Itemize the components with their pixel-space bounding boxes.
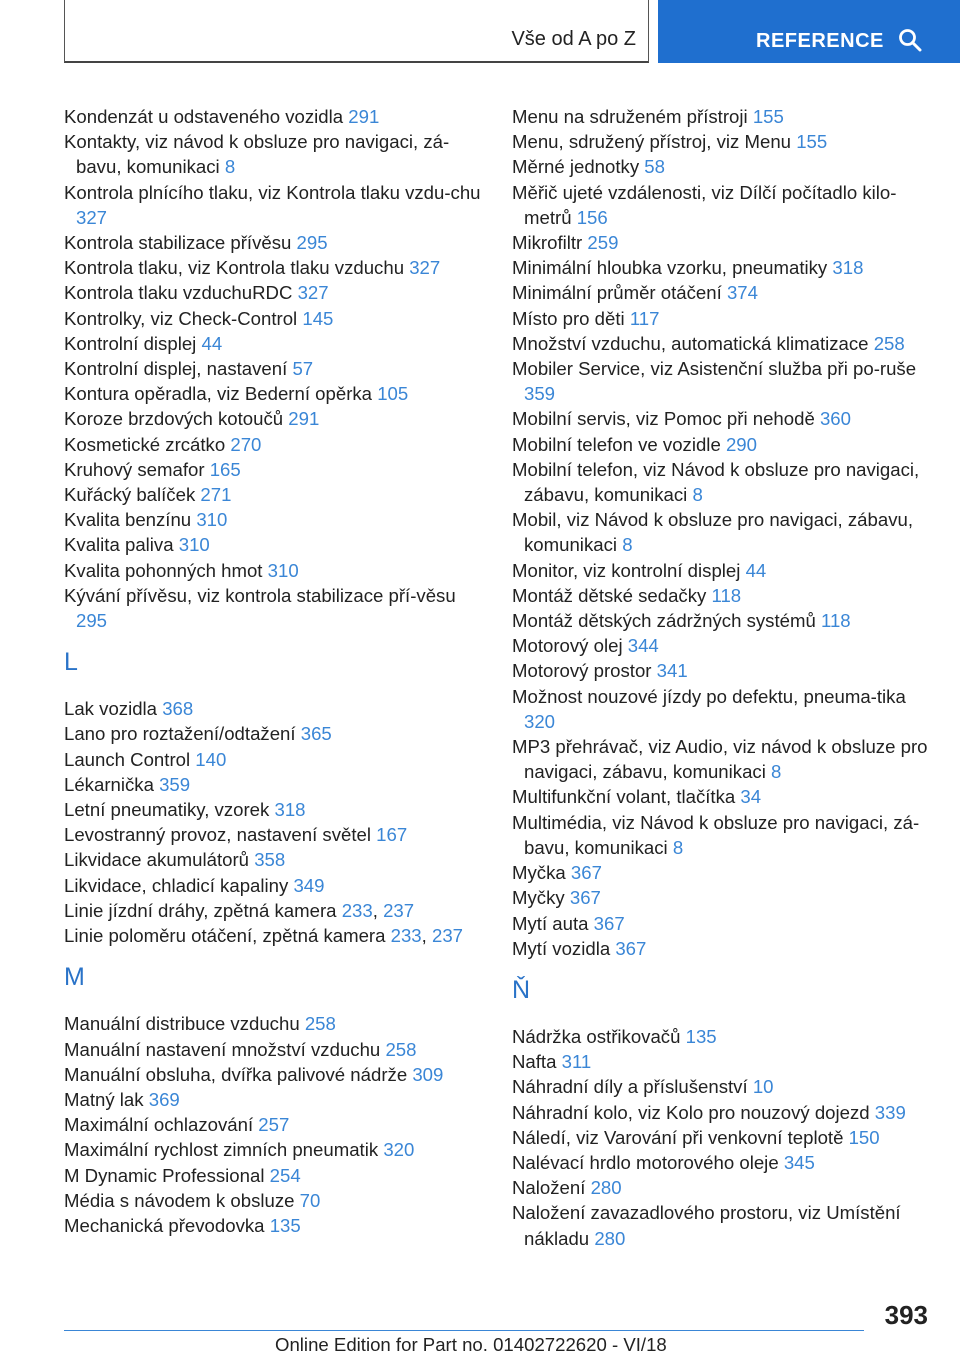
index-entry [512,784,932,809]
index-entry-text: Levostranný provoz, nastavení světel [64,824,371,846]
page-link[interactable]: 327 [409,257,441,279]
index-entry [512,180,932,230]
page-link[interactable]: 105 [377,383,409,405]
index-entry [64,873,484,898]
page-link[interactable]: 233 [390,925,422,947]
index-entry-text: Manuální distribuce vzduchu [64,1013,300,1035]
index-entry-text: Lano pro roztažení/odtažení [64,723,296,745]
page-link[interactable]: 34 [740,786,762,808]
index-entry-text: Naložení zavazadlového prostoru, viz Umístění nákladu [512,1202,901,1249]
section-title: Vše od A po Z [511,28,636,50]
index-entry-text: Manuální nastavení množství vzduchu [64,1038,381,1060]
page-link[interactable]: 118 [821,610,851,632]
index-entry-text: Myčka [512,862,566,884]
index-entry-text: Média s návodem k obsluze [64,1189,295,1211]
page-link[interactable]: 318 [832,257,864,279]
index-entry-text: Maximální rychlost zimních pneumatik [64,1139,379,1161]
index-entry-text: Koroze brzdových kotoučů [64,408,284,430]
page-link[interactable]: 135 [269,1214,301,1236]
footer-divider [64,1330,864,1331]
index-entry-text: Kuřácký balíček [64,484,196,506]
index-entry [64,923,484,948]
page-link[interactable]: 344 [627,635,659,657]
index-entry [64,306,484,331]
index-entry [512,1150,932,1175]
page-link[interactable]: 8 [622,534,633,556]
page-link[interactable]: 165 [209,458,241,480]
index-entry [512,507,932,557]
index-entry [512,129,932,154]
index-entry [64,1137,484,1162]
index-entry [512,1175,932,1200]
index-entry [512,1100,932,1125]
page-link[interactable]: 57 [292,358,314,380]
page-link[interactable]: 155 [752,106,784,127]
index-entry-text: Mobilní telefon, viz Návod k obsluze pro navigaci, zábavu, komunikaci [512,458,920,506]
index-entry-text: Kvalita paliva [64,534,174,556]
page-link[interactable]: 309 [412,1063,444,1085]
page-link[interactable]: 8 [692,484,703,506]
index-entry-text: Možnost nouzové jízdy po defektu, pneuma-tika [512,685,906,707]
index-entry [512,356,932,406]
page-link[interactable]: 140 [195,748,227,770]
index-entry [64,1213,484,1238]
page-link[interactable]: 257 [258,1114,290,1136]
index-letter-heading: M [64,963,85,992]
index-entry [512,810,932,860]
index-entry [64,558,484,583]
page-link[interactable]: 365 [300,723,332,745]
page-link[interactable]: 367 [593,912,625,934]
page-link[interactable]: 320 [383,1139,415,1161]
index-entry-text: Kontura opěradla, viz Bederní opěrka [64,383,373,405]
page-link[interactable]: 291 [288,408,320,430]
page-link[interactable]: 310 [178,534,210,556]
page-number: 393 [884,1300,928,1330]
page-link[interactable]: 237 [432,925,464,947]
index-entry [64,381,484,406]
index-entry-text: Multimédia, viz Návod k obsluze pro navigaci, zá-bavu, komunikaci [512,811,920,858]
index-entry-text: Nalévací hrdlo motorového oleje [512,1151,779,1173]
index-entry [512,331,932,356]
page-link[interactable]: 327 [297,282,329,304]
page-link[interactable]: 233 [341,899,373,921]
index-entry-text: Nafta [512,1051,557,1073]
index-entry-text: Množství vzduchu, automatická klimatizace [512,332,869,354]
page-link[interactable]: 311 [561,1051,592,1073]
index-entry [512,1074,932,1099]
index-entry [512,1125,932,1150]
index-entry-text: Linie jízdní dráhy, zpětná kamera [64,899,337,921]
index-entry-text: Kondenzát u odstaveného vozidla [64,106,344,127]
index-entry [512,911,932,936]
index-entry [64,104,484,129]
page-link[interactable]: 271 [200,484,232,506]
index-entry [512,860,932,885]
index-entry [64,180,484,230]
index-entry-text: Minimální průměr otáčení [512,282,722,304]
page-link[interactable]: 254 [269,1164,301,1186]
search-icon[interactable] [898,28,922,52]
index-entry-text: Montáž dětské sedačky [512,584,707,606]
index-entry-text: Kontrola plnícího tlaku, viz Kontrola tlaku vzdu-chu [64,181,481,203]
page-separator: , [372,899,378,921]
index-entry [512,457,932,507]
index-entry-text: Lak vozidla [64,698,158,720]
index-entry [64,747,484,772]
index-entry-text: Linie poloměru otáčení, zpětná kamera [64,925,386,947]
index-entry-text: Mytí auta [512,912,589,934]
page-link[interactable]: 339 [874,1101,906,1123]
page-link[interactable]: 349 [293,874,325,896]
index-entry-text: Nádržka ostřikovačů [512,1025,681,1047]
index-entry [64,696,484,721]
index-entry [512,684,932,734]
index-entry-text: Kývání přívěsu, viz kontrola stabilizace pří-věsu [64,584,456,606]
index-entry [64,1112,484,1137]
index-entry-text: MP3 přehrávač, viz Audio, viz návod k obsluze pro navigaci, zábavu, komunikaci [512,736,928,783]
index-entry [512,734,932,784]
page-link[interactable]: 310 [196,509,228,531]
index-entry [64,507,484,532]
index-entry [64,432,484,457]
index-entry [64,583,484,633]
index-entry-text: Náledí, viz Varování při venkovní teplotě [512,1126,844,1148]
index-entry [64,482,484,507]
index-entry-text: Multifunkční volant, tlačítka [512,786,736,808]
page-link[interactable]: 368 [162,698,194,720]
page-link[interactable]: 10 [752,1076,774,1098]
index-entry-text: Kontakty, viz návod k obsluze pro navigaci, zá-bavu, komunikaci [64,131,450,178]
index-entry-text: Kontrolní displej [64,332,197,354]
index-entry [64,356,484,381]
index-entry-text: Mikrofiltr [512,232,583,254]
page-link[interactable]: 70 [299,1189,321,1211]
index-entry-text: Myčky [512,887,565,909]
index-entry [512,558,932,583]
index-entry [64,457,484,482]
index-entry [64,331,484,356]
index-entry-text: Kontrola tlaku, viz Kontrola tlaku vzduchu [64,257,405,279]
index-entry [512,154,932,179]
index-entry-text: Minimální hloubka vzorku, pneumatiky [512,257,828,279]
page-link[interactable]: 150 [848,1126,880,1148]
index-entry-text: Kontrola tlaku vzduchuRDC [64,282,293,304]
index-entry-text: Mobiler Service, viz Asistenční služba při po-ruše [512,358,917,380]
page-separator: , [421,925,427,947]
index-entry-text: Menu na sdruženém přístroji [512,106,748,127]
index-entry-text: Launch Control [64,748,191,770]
index-entry-text: Mobil, viz Návod k obsluze pro navigaci, zábavu, komunikaci [512,509,914,556]
page-link[interactable]: 367 [569,887,601,909]
page-link[interactable]: 367 [570,862,602,884]
page-link[interactable]: 359 [159,773,191,795]
index-entry-text: Maximální ochlazování [64,1114,254,1136]
index-entry-text: Kvalita benzínu [64,509,192,531]
index-entry-text: Náhradní díly a příslušenství [512,1076,748,1098]
index-entry-text: Měrné jednotky [512,156,640,178]
index-entry-text: Kruhový semafor [64,458,205,480]
index-entry [64,898,484,923]
index-entry [512,1200,932,1250]
index-column-left [64,104,484,1238]
index-entry [64,721,484,746]
index-entry-text: Mobilní telefon ve vozidle [512,433,721,455]
page-link[interactable]: 155 [796,131,828,153]
index-entry [64,280,484,305]
index-entry [64,772,484,797]
index-entry-text: Kontrolky, viz Check-Control [64,307,298,329]
index-entry-text: Kontrolní displej, nastavení [64,358,288,380]
page-link[interactable]: 118 [711,584,742,606]
page-link[interactable]: 280 [590,1177,622,1199]
reference-tab[interactable] [658,0,960,63]
index-entry [64,1188,484,1213]
index-column-right [512,104,932,1251]
page-link[interactable]: 258 [873,332,905,354]
page-link[interactable]: 295 [296,232,328,254]
page-link[interactable]: 291 [348,106,380,127]
index-entry [512,104,932,129]
page-link[interactable]: 367 [615,937,647,959]
index-entry-text: Likvidace akumulátorů [64,849,250,871]
index-entry-text: Naložení [512,1177,586,1199]
page-link[interactable]: 341 [656,660,688,682]
index-entry-text: Mobilní servis, viz Pomoc při nehodě [512,408,815,430]
page-link[interactable]: 156 [576,206,608,228]
page-link[interactable]: 8 [672,836,684,858]
footer-text: Online Edition for Part no. 01402722620 - VI/18 [275,1334,667,1355]
index-entry [512,230,932,255]
page-link[interactable]: 117 [629,307,660,329]
index-entry-text: Motorový prostor [512,660,652,682]
index-entry [512,432,932,457]
index-entry [64,1062,484,1087]
page-link[interactable]: 270 [230,433,262,455]
page-link[interactable]: 237 [383,899,415,921]
index-entry [64,847,484,872]
index-entry-text: Kontrola stabilizace přívěsu [64,232,292,254]
page-link[interactable]: 360 [819,408,851,430]
page-link[interactable]: 44 [201,332,223,354]
index-entry-text: Letní pneumatiky, vzorek [64,799,270,821]
index-entry-text: M Dynamic Professional [64,1164,265,1186]
index-entry [64,129,484,179]
page-link[interactable]: 310 [267,559,299,581]
page-link[interactable]: 280 [594,1227,626,1249]
index-entry-text: Lékarnička [64,773,154,795]
reference-label: REFERENCE [756,30,884,52]
page-link[interactable]: 145 [302,307,334,329]
index-entry-text: Montáž dětských zádržných systémů [512,610,816,632]
index-entry [64,1163,484,1188]
page-link[interactable]: 318 [274,799,306,821]
index-entry [64,797,484,822]
page-link[interactable]: 258 [304,1013,336,1035]
index-entry [64,230,484,255]
index-entry-text: Likvidace, chladicí kapaliny [64,874,289,896]
index-entry [512,255,932,280]
index-entry [512,658,932,683]
index-entry-text: Místo pro děti [512,307,625,329]
index-entry [512,280,932,305]
index-entry-text: Mytí vozidla [512,937,611,959]
index-letter-heading: L [64,648,78,677]
page-link[interactable]: 58 [644,156,665,178]
page-link[interactable]: 295 [76,610,108,632]
page-link[interactable]: 44 [745,559,767,581]
index-entry-text: Náhradní kolo, viz Kolo pro nouzový dojezd [512,1101,870,1123]
index-entry [512,885,932,910]
index-entry [512,406,932,431]
index-entry [512,608,932,633]
page-link[interactable]: 8 [224,156,236,178]
index-letter-heading: Ň [512,975,531,1004]
page-link[interactable]: 358 [254,849,286,871]
index-entry-text: Manuální obsluha, dvířka palivové nádrže [64,1063,408,1085]
index-entry [512,633,932,658]
page-link[interactable]: 258 [385,1038,417,1060]
index-entry [64,1037,484,1062]
page-link[interactable]: 135 [685,1025,717,1047]
index-entry-text: Monitor, viz kontrolní displej [512,559,741,581]
index-entry-text: Mechanická převodovka [64,1214,265,1236]
index-entry-text: Kvalita pohonných hmot [64,559,263,581]
page-link[interactable]: 167 [376,824,408,846]
index-entry [512,583,932,608]
index-entry-text: Matný lak [64,1088,144,1110]
index-entry [512,1049,932,1074]
page-link[interactable]: 327 [76,206,108,228]
index-entry [512,306,932,331]
page-link[interactable]: 290 [725,433,757,455]
page-link[interactable]: 259 [587,232,619,254]
index-entry [64,822,484,847]
index-entry [64,1011,484,1036]
index-entry-text: Kosmetické zrcátko [64,433,226,455]
index-entry [64,255,484,280]
page-link[interactable]: 345 [783,1151,815,1173]
index-entry [512,936,932,961]
page-link[interactable]: 320 [524,710,556,732]
index-entry-text: Menu, sdružený přístroj, viz Menu [512,131,792,153]
index-entry [64,406,484,431]
page-link[interactable]: 374 [726,282,758,304]
page-link[interactable]: 369 [148,1088,180,1110]
page-link[interactable]: 8 [771,761,782,783]
page-link[interactable]: 359 [524,383,556,405]
index-entry-text: Motorový olej [512,635,623,657]
index-entry-text: Měřič ujeté vzdálenosti, viz Dílčí počítadlo kilo-metrů [512,181,897,228]
index-entry [64,532,484,557]
index-entry [512,1024,932,1049]
section-header [64,0,649,63]
index-entry [64,1087,484,1112]
